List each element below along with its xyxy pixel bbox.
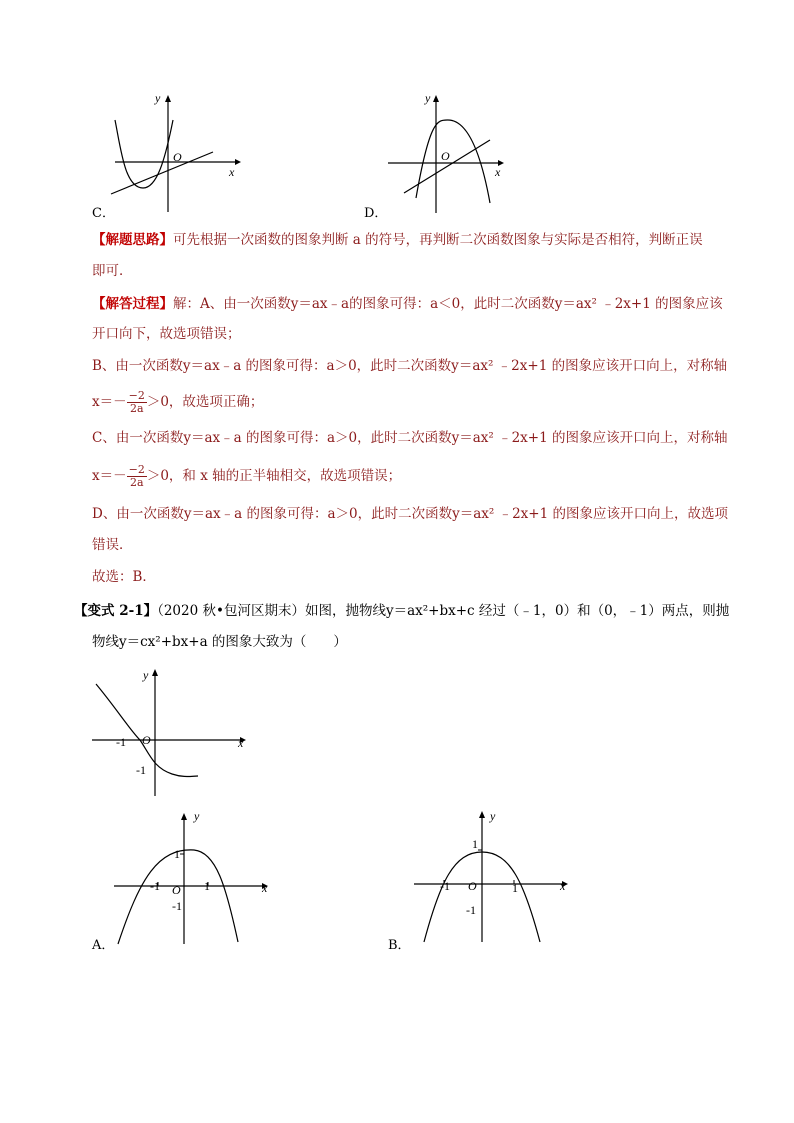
- tick-y-pos-label: 1: [472, 837, 478, 851]
- y-axis-arrow: [165, 95, 171, 102]
- origin-label: O: [468, 879, 477, 893]
- x-axis-arrow: [235, 159, 241, 165]
- origin-label: O: [172, 883, 181, 897]
- variant-text: （2020 秋•包河区期末）如图，抛物线y＝ax²+bx+c 经过（﹣1，0）和（0，﹣1）两点，则抛: [157, 603, 730, 619]
- option-a-label: A．: [92, 938, 115, 953]
- solution-c-line1: C、由一次函数y＝ax﹣a 的图象可得：a＞0，此时二次函数y＝ax² ﹣2x+1 的图象应该开口向上，对称轴: [92, 430, 728, 446]
- fraction-numerator: −2: [128, 463, 145, 476]
- graph-d: [380, 88, 520, 218]
- x-tick-label: -1: [116, 735, 126, 749]
- tick-y-pos-label: 1: [174, 847, 180, 861]
- y-label: y: [143, 668, 149, 682]
- y-label: y: [155, 91, 161, 105]
- variant-line2: 物线y＝cx²+bx+a 的图象大致为（ ）: [92, 634, 347, 650]
- graph-b: [410, 806, 580, 946]
- parabola-curve: [416, 120, 490, 203]
- line-graph: [404, 140, 490, 193]
- tick-x-neg-label: -1: [440, 879, 450, 893]
- solution-b-pre: x＝－: [92, 394, 127, 410]
- graph-a: [110, 808, 280, 948]
- analysis-line2: 即可．: [92, 263, 133, 279]
- y-label: y: [425, 91, 431, 105]
- y-axis-arrow: [152, 669, 158, 676]
- parabola-curve: [115, 120, 173, 188]
- solution-c-fraction: [127, 464, 147, 489]
- analysis-line1: 可先根据一次函数的图象判断 a 的符号，再判断二次函数图象与实际是否相符，判断正误: [173, 232, 703, 248]
- y-tick-label: -1: [136, 763, 146, 777]
- solution-a-text: 解：A、由一次函数y＝ax﹣a的图象可得：a＜0，此时二次函数y＝ax² ﹣2x+1 的图象应该: [173, 296, 723, 312]
- origin-label: O: [173, 150, 182, 164]
- solution-b-line2: [92, 390, 263, 415]
- y-axis-arrow: [479, 811, 485, 818]
- x-label: x: [262, 881, 268, 895]
- tick-x-pos-label: 1: [512, 881, 518, 895]
- option-c-label: C．: [92, 206, 115, 221]
- y-axis-arrow: [433, 95, 439, 102]
- y-label: y: [194, 809, 200, 823]
- tick-y-neg-label: -1: [466, 903, 476, 917]
- solution-d-line1: D、由一次函数y＝ax﹣a 的图象可得：a＞0，此时二次函数y＝ax² ﹣2x+1 的图象应该开口向上，故选项: [92, 506, 728, 522]
- fraction-numerator: −2: [128, 389, 145, 402]
- main-graph: [88, 660, 258, 800]
- solution-b-fraction: [127, 390, 147, 415]
- solution-b-post: ＞0，故选项正确；: [146, 394, 264, 410]
- solution-a-line2: 开口向下，故选项错误；: [92, 326, 241, 342]
- parabola-curve: [96, 684, 198, 777]
- solution-c-pre: x＝－: [92, 468, 127, 484]
- x-label: x: [560, 879, 566, 893]
- fraction-denominator: 2a: [129, 476, 144, 489]
- solution-c-line2: [92, 464, 401, 489]
- graph-c: [95, 90, 245, 215]
- x-label: x: [238, 736, 244, 750]
- y-axis-arrow: [181, 813, 187, 820]
- tick-y-neg-label: -1: [172, 899, 182, 913]
- solution-c-post: ＞0，和 x 轴的正半轴相交，故选项错误；: [146, 468, 402, 484]
- origin-label: O: [441, 149, 450, 163]
- tick-x-neg-label: -1: [150, 879, 160, 893]
- solution-b-line1: B、由一次函数y＝ax﹣a 的图象可得：a＞0，此时二次函数y＝ax² ﹣2x+1 的图象应该开口向上，对称轴: [92, 358, 728, 374]
- tick-x-pos-label: 1: [204, 879, 210, 893]
- x-label: x: [495, 165, 501, 179]
- variant-tag: 【变式 2-1】: [74, 603, 158, 619]
- analysis-tag: 【解题思路】: [92, 232, 173, 248]
- solution-a-line1: [92, 294, 723, 314]
- option-d-label: D．: [364, 206, 388, 221]
- analysis-paragraph: [92, 230, 703, 250]
- origin-label: O: [142, 733, 151, 747]
- y-label: y: [490, 809, 496, 823]
- line-graph: [111, 152, 213, 194]
- variant-line1: [74, 601, 729, 621]
- option-b-label: B．: [388, 938, 411, 953]
- fraction-denominator: 2a: [129, 402, 144, 415]
- solution-tag: 【解答过程】: [92, 296, 173, 312]
- solution-answer: 故选：B．: [92, 569, 156, 585]
- solution-d-line2: 错误．: [92, 537, 133, 553]
- x-label: x: [229, 165, 235, 179]
